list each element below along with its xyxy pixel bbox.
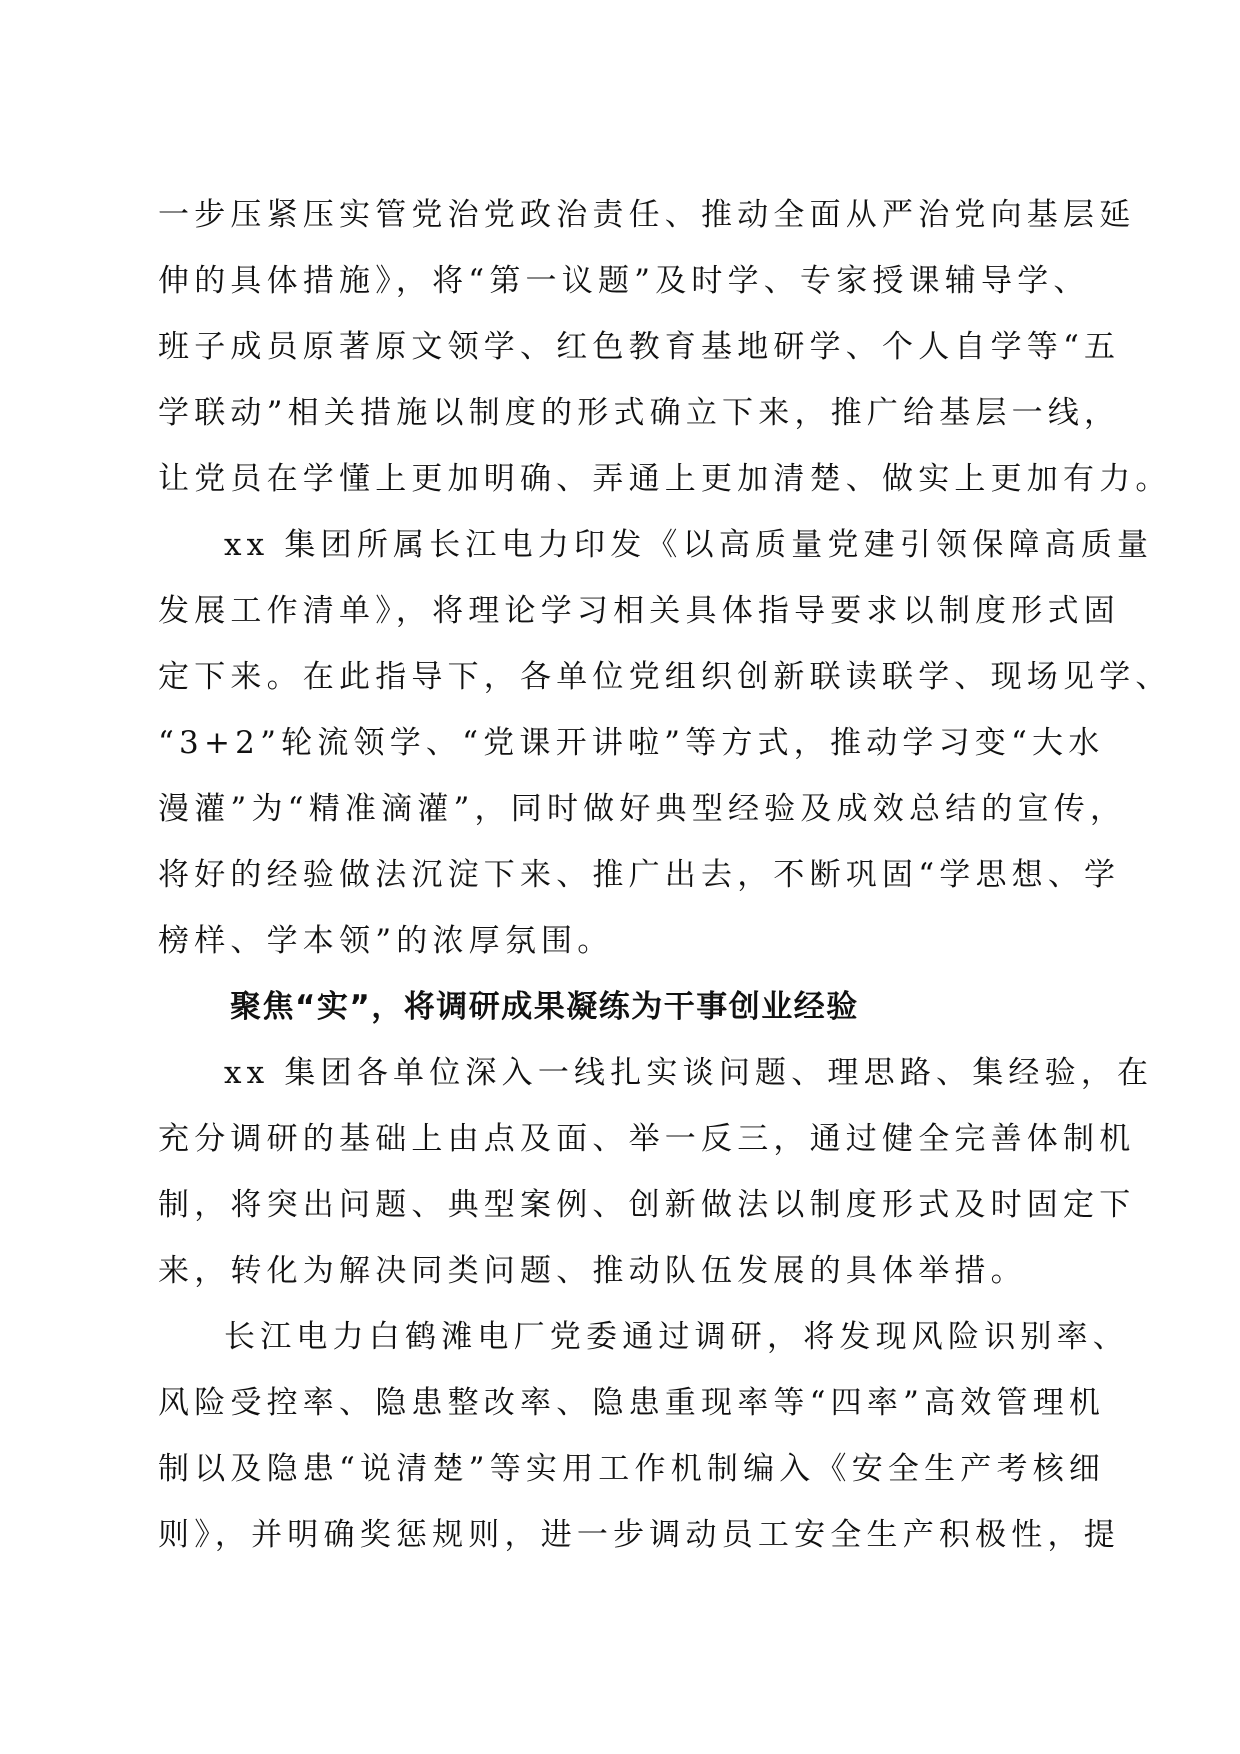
body-text-line: 发展工作清单》，将理论学习相关具体指导要求以制度形式固	[158, 593, 1120, 629]
body-text-line: 榜样、学本领”的浓厚氛围。	[158, 923, 614, 959]
body-text-line: 定下来。在此指导下，各单位党组织创新联读联学、现场见学、	[158, 659, 1172, 695]
body-text-line: 风险受控率、隐患整改率、隐患重现率等“四率”高效管理机	[158, 1385, 1106, 1421]
section-heading: 聚焦“实”，将调研成果凝练为干事创业经验	[230, 989, 859, 1025]
body-text-line: “3+2”轮流领学、“党课开讲啦”等方式，推动学习变“大水	[158, 725, 1105, 761]
body-text-line: 将好的经验做法沉淀下来、推广出去，不断巩固“学思想、学	[158, 857, 1121, 893]
paragraph-first-line: xx 集团所属长江电力印发《以高质量党建引领保障高质量	[224, 527, 1154, 563]
body-text-line: 来，转化为解决同类问题、推动队伍发展的具体举措。	[158, 1253, 1027, 1289]
paragraph-first-line: 长江电力白鹤滩电厂党委通过调研，将发现风险识别率、	[224, 1319, 1129, 1355]
body-text-line: 则》，并明确奖惩规则，进一步调动员工安全生产积极性，提	[158, 1517, 1120, 1553]
paragraph-first-line: xx 集团各单位深入一线扎实谈问题、理思路、集经验，在	[224, 1055, 1154, 1091]
body-text-line: 充分调研的基础上由点及面、举一反三，通过健全完善体制机	[158, 1121, 1136, 1157]
body-text-line: 制以及隐患“说清楚”等实用工作机制编入《安全生产考核细	[158, 1451, 1106, 1487]
body-text-line: 伸的具体措施》，将“第一议题”及时学、专家授课辅导学、	[158, 263, 1090, 299]
body-text-line: 让党员在学懂上更加明确、弄通上更加清楚、做实上更加有力。	[158, 461, 1172, 497]
body-text-line: 班子成员原著原文领学、红色教育基地研学、个人自学等“五	[158, 329, 1121, 365]
body-text-line: 漫灌”为“精准滴灌”，同时做好典型经验及成效总结的宣传，	[158, 791, 1127, 827]
document-body	[158, 182, 1172, 1568]
body-text-line: 学联动”相关措施以制度的形式确立下来，推广给基层一线，	[158, 395, 1121, 431]
body-text-line: 制，将突出问题、典型案例、创新做法以制度形式及时固定下	[158, 1187, 1136, 1223]
body-text-line: 一步压紧压实管党治党政治责任、推动全面从严治党向基层延	[158, 197, 1136, 233]
